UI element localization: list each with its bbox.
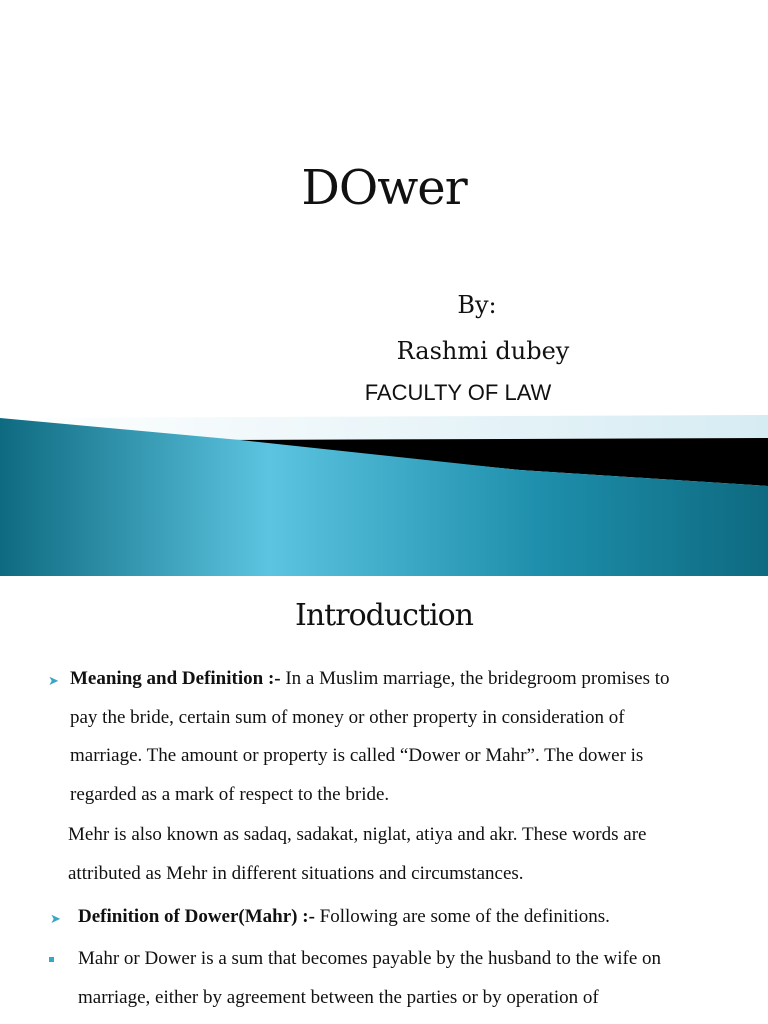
by-label: By: bbox=[457, 291, 497, 319]
mehr-alias-paragraph: Mehr is also known as sadaq, sadakat, niglat, atiya and akr. These words are attributed as Mehr in different situations and circumstances. bbox=[68, 824, 647, 884]
introduction-slide bbox=[0, 576, 768, 1024]
definition-label: Definition of Dower(Mahr) :- bbox=[78, 906, 315, 927]
meaning-label: Meaning and Definition :- bbox=[70, 668, 281, 689]
mahr-dower-item: Mahr or Dower is a sum that becomes payable by the husband to the wife on marriage, either by agreement between the parties or by operation of bbox=[78, 948, 662, 1008]
author-name: Rashmi dubey bbox=[396, 337, 570, 365]
definition-dower-item bbox=[78, 898, 718, 937]
slide-title: DOwer bbox=[301, 160, 467, 216]
meaning-text: In a Muslim marriage, the bridegroom promises to pay the bride, certain sum of money or other property in consideration of marriage. The amount or property is called “Dower or Mahr”. The dower is regarded as a mark of respect to the bride. bbox=[70, 668, 670, 805]
square-bullet-icon bbox=[49, 957, 54, 962]
definition-text: Following are some of the definitions. bbox=[314, 906, 610, 927]
meaning-definition-item bbox=[70, 660, 690, 814]
decorative-wave-banner bbox=[0, 410, 768, 576]
section-heading: Introduction bbox=[295, 598, 473, 633]
arrow-bullet-icon: ➤ bbox=[48, 673, 59, 688]
arrow-bullet-icon: ➤ bbox=[50, 911, 61, 926]
faculty-name: FACULTY OF LAW bbox=[364, 380, 552, 405]
